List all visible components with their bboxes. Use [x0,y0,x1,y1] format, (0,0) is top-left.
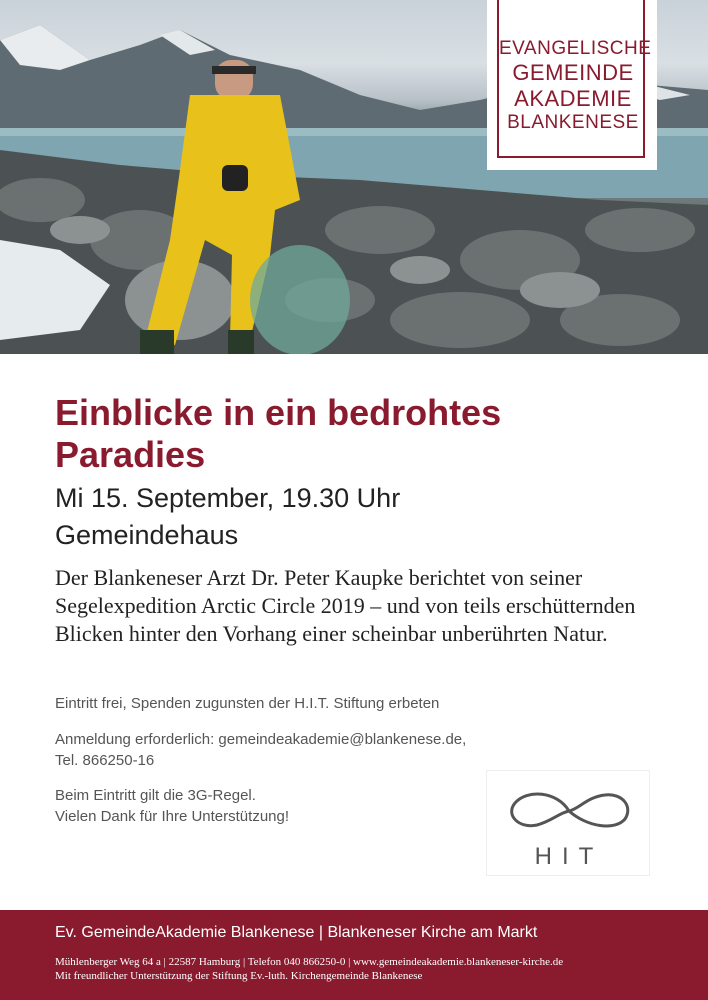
logo-line-3: AKADEMIE [514,86,632,111]
registration-info: Anmeldung erforderlich: gemeindeakademie@blankenese.de, Tel. 866250-16 [55,731,467,769]
academy-logo [487,0,657,170]
hit-foundation-logo [486,770,650,876]
footer-bar [0,910,708,1000]
footer-title: Ev. GemeindeAkademie Blankenese | Blankeneser Kirche am Markt [55,924,538,941]
academy-logo-frame [497,0,652,158]
event-place: Gemeindehaus [55,520,239,550]
event-title: Einblicke in ein bedrohtes Paradies [55,392,502,475]
infinity-icon [497,781,641,841]
rules-line-1: Beim Eintritt gilt die 3G-Regel. [55,787,256,804]
admission-info: Eintritt frei, Spenden zugunsten der H.I.T. Stiftung erbeten [55,695,440,712]
logo-line-2: GEMEINDE [512,60,634,85]
event-description: Der Blankeneser Arzt Dr. Peter Kaupke berichtet von seiner Segelexpedition Arctic Circle 2019 – und von teils erschütternden Blicken hinter den Vorhang einer scheinbar unberührten Natur. [55,565,636,646]
rules-info [55,785,455,827]
logo-line-1: EVANGELISCHE [499,38,652,59]
logo-line-4: BLANKENESE [507,112,639,133]
footer-support: Mit freundlicher Unterstützung der Stiftung Ev.-luth. Kirchengemeinde Blankenese [55,970,423,982]
footer-address: Mühlenberger Weg 64 a | 22587 Hamburg | Telefon 040 866250-0 | www.gemeindeakademie.blankeneser-kirche.de [55,956,564,968]
event-date: Mi 15. September, 19.30 Uhr [55,483,401,513]
rules-line-2: Vielen Dank für Ihre Unterstützung! [55,808,290,825]
hit-logo-text: HIT [534,843,604,870]
footer-address-block [55,955,675,983]
